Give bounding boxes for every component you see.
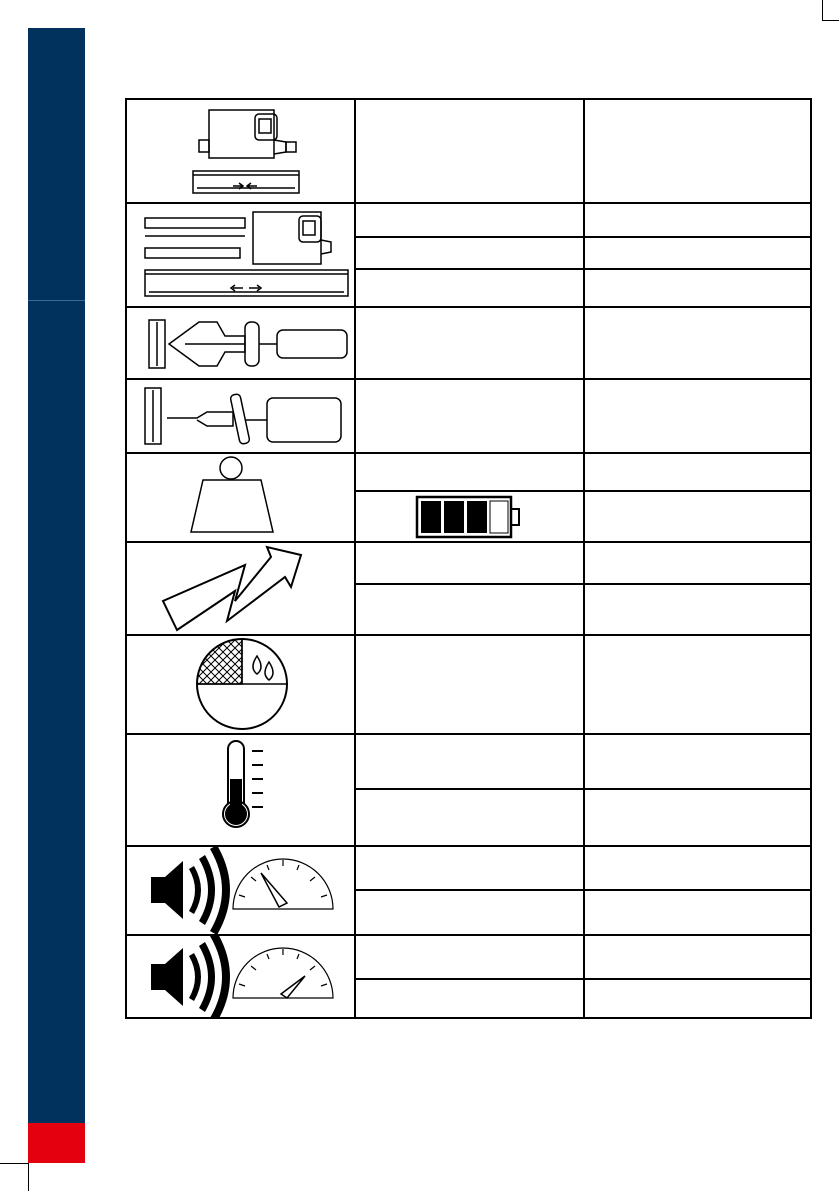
icon-cell xyxy=(127,735,356,845)
spec-value-cell xyxy=(585,980,810,1019)
spec-row xyxy=(127,308,810,380)
spec-value-cell xyxy=(585,380,810,452)
crop-mark-top-right-h xyxy=(822,20,839,21)
icon-cell xyxy=(127,454,356,541)
icon-cell xyxy=(127,636,356,733)
spec-row xyxy=(127,636,810,735)
spec-value-cell xyxy=(356,204,585,236)
spec-row xyxy=(127,735,810,847)
spec-value-cell xyxy=(585,204,810,236)
force-arrow-icon xyxy=(127,543,354,634)
spec-value-cell xyxy=(356,847,585,889)
opening-width-icon xyxy=(127,204,354,306)
weight-icon xyxy=(127,454,354,541)
height-spreader-icon xyxy=(127,308,354,378)
icon-cell xyxy=(127,204,356,306)
spec-value-cell xyxy=(585,585,810,634)
spec-value-cell xyxy=(356,308,585,378)
spec-value-cell xyxy=(585,735,810,788)
spec-value-cell xyxy=(356,980,585,1019)
spec-value-cell xyxy=(585,492,810,541)
sound-pressure-low-icon xyxy=(127,936,354,1019)
thermometer-icon xyxy=(127,735,354,845)
spec-value-cell xyxy=(585,100,810,202)
spec-value-cell xyxy=(585,636,810,733)
ip-rating-dust-water-icon xyxy=(127,636,354,733)
spec-value-cell xyxy=(585,454,810,490)
sidebar-divider xyxy=(28,300,85,301)
spec-value-cell xyxy=(585,308,810,378)
sidebar-band xyxy=(28,28,85,1123)
spec-row xyxy=(127,543,810,636)
sidebar-red-block xyxy=(28,1123,85,1163)
spec-value-cell xyxy=(356,454,585,490)
battery-icon xyxy=(415,495,525,539)
spec-value-cell xyxy=(356,891,585,934)
icon-cell xyxy=(127,308,356,378)
spec-value-cell xyxy=(356,543,585,583)
crop-mark-top-right xyxy=(822,0,839,21)
spec-value-cell xyxy=(585,790,810,845)
spec-value-cell xyxy=(585,891,810,934)
spec-value-cell xyxy=(356,238,585,268)
spec-value-cell xyxy=(585,270,810,306)
spec-value-cell xyxy=(356,492,585,541)
spec-value-cell xyxy=(585,936,810,978)
spec-row xyxy=(127,454,810,543)
spec-table xyxy=(125,98,812,1019)
spec-value-cell xyxy=(356,100,585,202)
crop-mark-bottom-left-v xyxy=(28,1163,29,1191)
icon-cell xyxy=(127,380,356,452)
spec-value-cell xyxy=(356,636,585,733)
spec-value-cell xyxy=(356,735,585,788)
crop-mark-bottom-left xyxy=(0,1163,28,1164)
closed-length-icon xyxy=(127,100,354,202)
spec-row xyxy=(127,936,810,1019)
spec-value-cell xyxy=(585,543,810,583)
spec-row xyxy=(127,100,810,204)
spec-value-cell xyxy=(356,585,585,634)
spec-value-cell xyxy=(585,238,810,268)
sound-power-high-icon xyxy=(127,847,354,934)
spec-value-cell xyxy=(356,270,585,306)
spec-value-cell xyxy=(356,790,585,845)
spec-row xyxy=(127,380,810,454)
spec-value-cell xyxy=(356,380,585,452)
icon-cell xyxy=(127,936,356,1019)
icon-cell xyxy=(127,543,356,634)
spec-value-cell xyxy=(585,847,810,889)
icon-cell xyxy=(127,847,356,934)
spec-value-cell xyxy=(356,936,585,978)
icon-cell xyxy=(127,100,356,202)
height-side-icon xyxy=(127,380,354,452)
spec-row xyxy=(127,847,810,936)
spec-row xyxy=(127,204,810,308)
